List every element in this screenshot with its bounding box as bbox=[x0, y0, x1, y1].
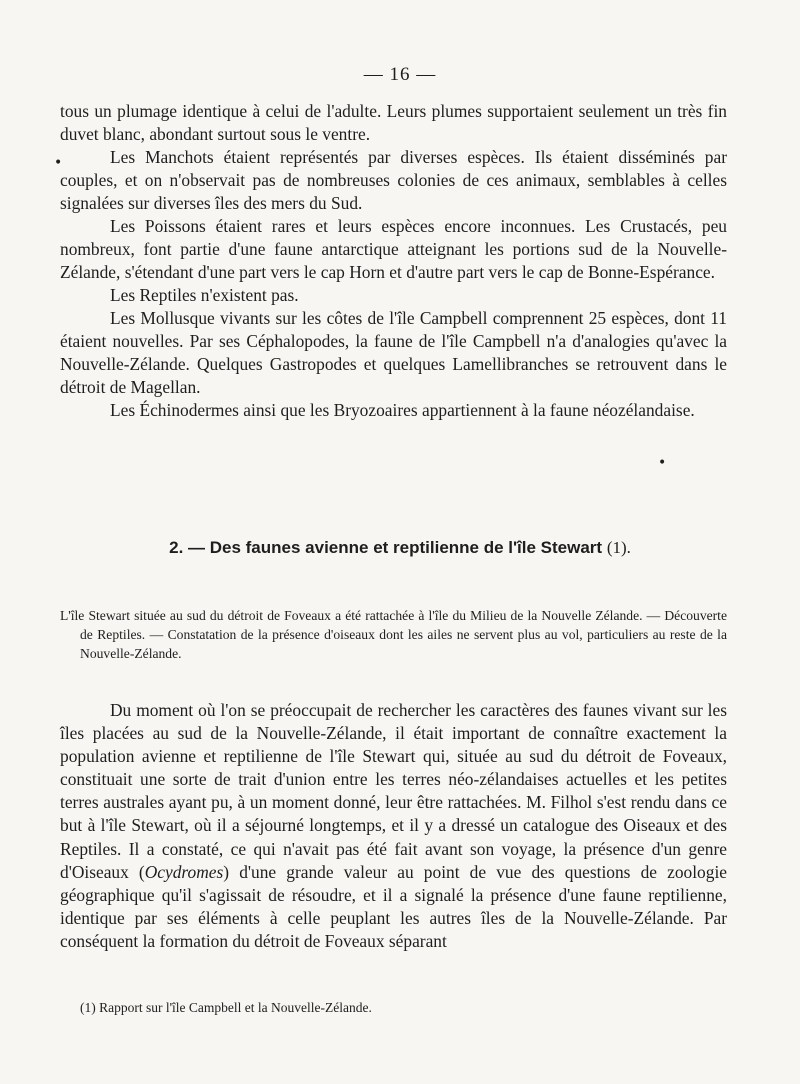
section-summary-text: L'île Stewart située au sud du détroit de Foveaux a été rattachée à l'île du Milieu de la Nouvelle Zélande. — Découverte de Reptiles. — Constatation de la présence d'oiseaux dont les ailes ne servent plus au vol, particuliers au reste de la Nouvelle-Zélande. bbox=[60, 608, 727, 661]
paragraph-stewart-part1: Du moment où l'on se préoccupait de rechercher les caractères des faunes vivant sur les îles placées au sud de la Nouvelle-Zélande, il était important de connaître exactement la population avienne et reptilienne de l'île Stewart qui, située au sud du détroit de Foveaux, constituait une sorte de trait d'union entre les terres néo-zélandaises actuelles et les petites terres australes ayant pu, à un moment donné, leur être rattachées. M. Filhol s'est rendu dans ce but à l'île Stewart, où il a séjourné longtemps, et il y a dressé un catalogue des Oiseaux et des Reptiles. Il a constaté, ce qui n'avait pas été fait avant son voyage, la présence d'un genre d'Oiseaux ( bbox=[60, 700, 727, 882]
page-number: — 16 — bbox=[363, 64, 437, 85]
margin-bullet-mark: • bbox=[54, 155, 63, 171]
section1-body bbox=[60, 100, 727, 422]
section-summary bbox=[60, 606, 727, 663]
paragraph-reptiles: Les Reptiles n'existent pas. bbox=[110, 285, 299, 305]
section-heading-text: 2. — Des faunes avienne et reptilienne de l'île Stewart bbox=[169, 538, 603, 557]
section-heading-footnote-ref: (1). bbox=[606, 538, 631, 557]
paragraph-echinodermes: Les Échinodermes ainsi que les Bryozoaires appartiennent à la faune néozélandaise. bbox=[110, 400, 695, 420]
paragraph-poissons: Les Poissons étaient rares et leurs espèces encore inconnues. Les Crustacés, peu nombreux, font partie d'une faune antarctique atteignant les portions sud de la Nouvelle-Zélande, s'étendant d'une part vers le cap Horn et d'autre part vers le cap de Bonne-Espérance. bbox=[60, 216, 727, 282]
paragraph-manchots: Les Manchots étaient représentés par diverses espèces. Ils étaient disséminés par couples, et on n'observait pas de nombreuses colonies de ces animaux, semblables à celles signalées sur diverses îles des mers du Sud. bbox=[60, 147, 727, 213]
paragraph-mollusques: Les Mollusque vivants sur les côtes de l'île Campbell comprennent 25 espèces, dont 11 étaient nouvelles. Par ses Céphalopodes, la faune de l'île Campbell n'a d'analogies qu'avec la Nouvelle-Zélande. Quelques Gastropodes et quelques Lamellibranches se retrouvent dans le détroit de Magellan. bbox=[60, 308, 727, 397]
paragraph-plumage: tous un plumage identique à celui de l'adulte. Leurs plumes supportaient seulement un très fin duvet blanc, abondant surtout sous le ventre. bbox=[60, 101, 727, 144]
stray-dot-mark: • bbox=[658, 455, 667, 471]
section-heading bbox=[0, 538, 800, 558]
section2-body bbox=[60, 699, 727, 953]
footnote: (1) Rapport sur l'île Campbell et la Nouvelle-Zélande. bbox=[80, 1000, 372, 1015]
genus-name: Ocydromes bbox=[144, 861, 224, 882]
paragraph-stewart bbox=[60, 699, 727, 953]
paragraph-stewart-part2: ) d'une grande valeur au point de vue des questions de zoologie géographique qu'il s'agissait de résoudre, et il a signalé la présence d'une faune reptilienne, identique par ses éléments à celle peuplant les autres îles de la Nouvelle-Zélande. Par conséquent la formation du détroit de Foveaux séparant bbox=[60, 861, 727, 951]
